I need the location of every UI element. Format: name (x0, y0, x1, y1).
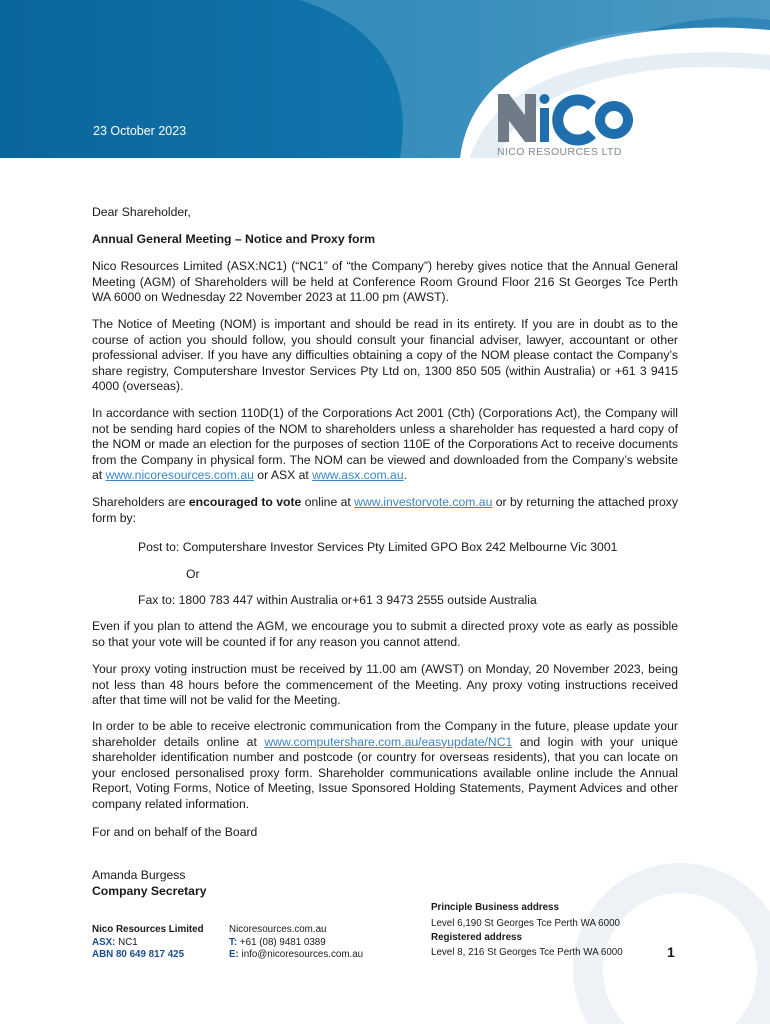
letter-subject: Annual General Meeting – Notice and Proxy form (92, 232, 376, 246)
footer-company (92, 924, 204, 962)
email-value: info@nicoresources.com.au (238, 949, 364, 960)
page-number: 1 (667, 944, 675, 960)
paragraph-electronic-communication (92, 719, 678, 813)
footer-phone (229, 937, 363, 950)
asx-value: NC1 (115, 936, 138, 948)
footer-website[interactable]: Nicoresources.com.au (229, 924, 327, 935)
p4-bold: encouraged to vote (188, 495, 302, 509)
phone-value: +61 (08) 9481 0389 (237, 936, 326, 948)
p3-text-b: or ASX at (253, 468, 313, 483)
paragraph-proxy-deadline: Your proxy voting instruction must be received by 11.00 am (AWST) on Monday, 20 November 2023, being not less than 48 hours before the commencement of the Meeting. Any proxy voting instructions received after that time will not be valid for the Meeting. (92, 662, 678, 708)
p7-text-a: In order to be able to receive electronic communication from the Company in the future, please update your shareholder details online at (92, 719, 678, 749)
asx-link[interactable]: www.asx.com.au (312, 468, 404, 483)
p7-text-b: and login with your unique shareholder identification number and postcode (or country for overseas residents), that you can locate on your enclosed personalised proxy form. Shareholder communications available online include the Annual Report, Voting Forms, Notice of Meeting, Issue Sponsored Holding Statements, Payment Advices and other company related information. (92, 734, 678, 811)
paragraph-agm-notice: Nico Resources Limited (ASX:NC1) (“NC1” of “the Company”) hereby gives notice that the Annual General Meeting (AGM) of Shareholders will be held at Conference Room Ground Floor 216 St Georges Tce Perth WA 6000 on Wednesday 22 November 2023 at 11.00 pm (AWST). (92, 259, 678, 305)
p3-text-c: . (403, 468, 407, 483)
signatory-title: Company Secretary (92, 884, 207, 898)
signatory-name: Amanda Burgess (92, 868, 186, 882)
paragraph-corporations-act (92, 406, 678, 484)
or-separator: Or (186, 567, 200, 581)
nico-logo-mark (496, 90, 636, 146)
footer-contact (229, 924, 363, 962)
phone-label: T: (229, 936, 238, 948)
footer-email[interactable] (229, 949, 363, 962)
investorvote-link[interactable]: www.investorvote.com.au (354, 495, 493, 509)
email-label: E: (229, 949, 239, 960)
post-to-address: Post to: Computershare Investor Services Pty Limited GPO Box 242 Melbourne Vic 3001 (138, 540, 618, 554)
registered-address-heading: Registered address (431, 932, 522, 943)
sign-off: For and on behalf of the Board (92, 825, 258, 839)
logo-subtitle: NICO RESOURCES LTD (497, 146, 622, 158)
footer-company-name: Nico Resources Limited (92, 924, 204, 935)
asx-label: ASX: (92, 936, 116, 948)
paragraph-nom-important: The Notice of Meeting (NOM) is important and should be read in its entirety. If you are in doubt as to the course of action you should follow, you should consult your financial adviser, lawyer, accountant or other professional adviser. If you have any difficulties obtaining a copy of the NOM please contact the Company’s share registry, Computershare Investor Services Pty Ltd on, 1300 850 505 (within Australia) or +61 3 9415 4000 (overseas). (92, 317, 678, 394)
p3-text-a: In accordance with section 110D(1) of the Corporations Act 2001 (Cth) (Corporations Act), the Company will not be sending hard copies of the NOM to shareholders unless a shareholder has requested a hard copy of the NOM or made an election for the purposes of section 110E of the Corporations Act to receive documents from the Company in physical form. The NOM can be viewed and downloaded from the Company’s website at (92, 406, 678, 483)
paragraph-attend-agm: Even if you plan to attend the AGM, we encourage you to submit a directed proxy vote as early as possible so that your vote will be counted if for any reason you cannot attend. (92, 619, 678, 649)
principal-address: Level 6,190 St Georges Tce Perth WA 6000 (431, 917, 620, 929)
salutation: Dear Shareholder, (92, 205, 191, 219)
p4-text-b: online at (301, 495, 355, 509)
computershare-link[interactable]: www.computershare.com.au/easyupdate/NC1 (264, 734, 513, 749)
footer-abn: ABN 80 649 817 425 (92, 949, 185, 960)
letter-date: 23 October 2023 (93, 124, 187, 138)
p4-text-c: or by returning the attached proxy form by: (92, 495, 678, 525)
paragraph-encouraged-to-vote (92, 495, 678, 526)
nicoresources-link[interactable]: www.nicoresources.com.au (105, 468, 254, 483)
p4-text-a: Shareholders are (92, 495, 189, 509)
footer-asx (92, 937, 204, 950)
registered-address: Level 8, 216 St Georges Tce Perth WA 6000 (431, 946, 623, 958)
footer-addresses (431, 902, 661, 961)
fax-numbers: Fax to: 1800 783 447 within Australia or+61 3 9473 2555 outside Australia (138, 593, 537, 607)
principal-address-heading: Principle Business address (431, 902, 559, 913)
